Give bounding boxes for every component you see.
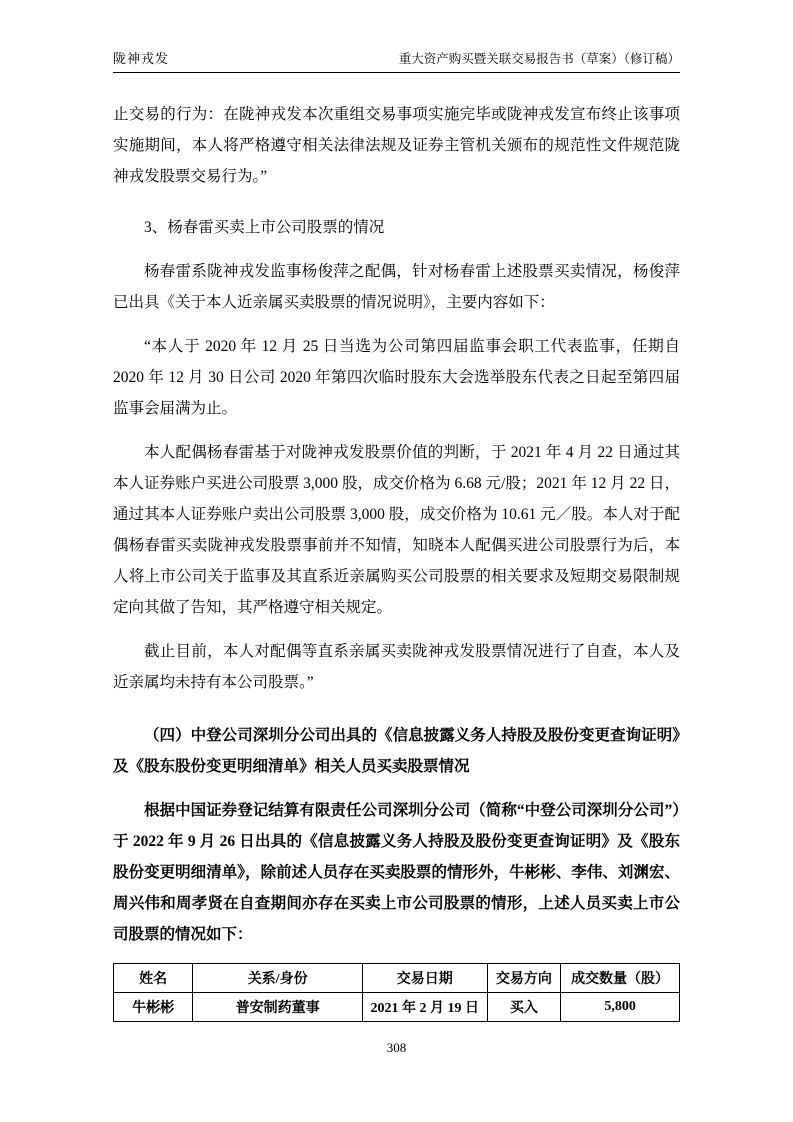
document-body <box>113 99 680 950</box>
paragraph-statement-1: “本人于 2020 年 12 月 25 日当选为公司第四届监事会职工代表监事，任期自 2020 年 12 月 30 日公司 2020 年第四次临时股东大会选举股东代表之日起至第四届监事会届满为止。 <box>113 338 680 417</box>
cell-trade-date: 2021 年 2 月 19 日 <box>363 993 488 1022</box>
cell-name: 牛彬彬 <box>114 993 193 1022</box>
section-heading-4: （四）中登公司深圳分公司出具的《信息披露义务人持股及股份变更查询证明》及《股东股份变更明细清单》相关人员买卖股票情况 <box>113 727 680 775</box>
table-row <box>114 993 680 1022</box>
paragraph-statement-2: 本人配偶杨春雷基于对陇神戎发股票价值的判断，于 2021 年 4 月 22 日通过其本人证券账户买进公司股票 3,000 股，成交价格为 6.68 元/股；2021 年 12 月 22 日，通过其本人证券账户卖出公司股票 3,000 股，成交价格为 10.61 元／股。本人对于配偶杨春雷买卖陇神戎发股票事前并不知情，知晓本人配偶买进公司股票行为后，本人将上市公司关于监事及其直系近亲属购买公司股票的相关要求及短期交易限制规定向其做了告知，其严格遵守相关规定。 <box>113 444 680 616</box>
column-header-trade-date: 交易日期 <box>363 964 488 993</box>
column-header-volume: 成交数量（股） <box>561 964 680 993</box>
column-header-relation: 关系/身份 <box>193 964 363 993</box>
subsection-heading-3: 3、杨春雷买卖上市公司股票的情况 <box>144 219 385 236</box>
cell-volume: 5,800 <box>561 993 680 1022</box>
paragraph-continuation: 止交易的行为：在陇神戎发本次重组交易事项实施完毕或陇神戎发宣布终止该事项实施期间，本人将严格遵守相关法律法规及证券主管机关颁布的规范性文件规范陇神戎发股票交易行为。” <box>113 106 680 185</box>
header-document-title: 重大资产购买暨关联交易报告书（草案）（修订稿） <box>398 52 680 66</box>
column-header-name: 姓名 <box>114 964 193 993</box>
paragraph-yangchunlei-intro: 杨春雷系陇神戎发监事杨俊萍之配偶，针对杨春雷上述股票买卖情况，杨俊萍已出具《关于本人近亲属买卖股票的情况说明》，主要内容如下： <box>113 263 680 311</box>
paragraph-statement-3: 截止目前，本人对配偶等直系亲属买卖陇神戎发股票情况进行了自查，本人及近亲属均未持有本公司股票。” <box>113 643 680 691</box>
cell-relation: 普安制药董事 <box>193 993 363 1022</box>
page-number: 308 <box>386 1040 407 1055</box>
table-header-row <box>114 964 680 993</box>
page-header <box>113 48 680 73</box>
paragraph-csdc-intro: 根据中国证券登记结算有限责任公司深圳分公司（简称“中登公司深圳分公司”）于 2022 年 9 月 26 日出具的《信息披露义务人持股及股份变更查询证明》及《股东股份变更明细清单》，除前述人员存在买卖股票的情形外，牛彬彬、李伟、刘渊宏、周兴伟和周孝贤在自查期间亦存在买卖上市公司股票的情形，上述人员买卖上市公司股票的情况如下： <box>113 802 680 943</box>
cell-trade-direction: 买入 <box>487 993 561 1022</box>
header-company-name: 陇神戎发 <box>113 51 170 66</box>
stock-trading-table <box>113 963 680 1022</box>
column-header-trade-direction: 交易方向 <box>487 964 561 993</box>
